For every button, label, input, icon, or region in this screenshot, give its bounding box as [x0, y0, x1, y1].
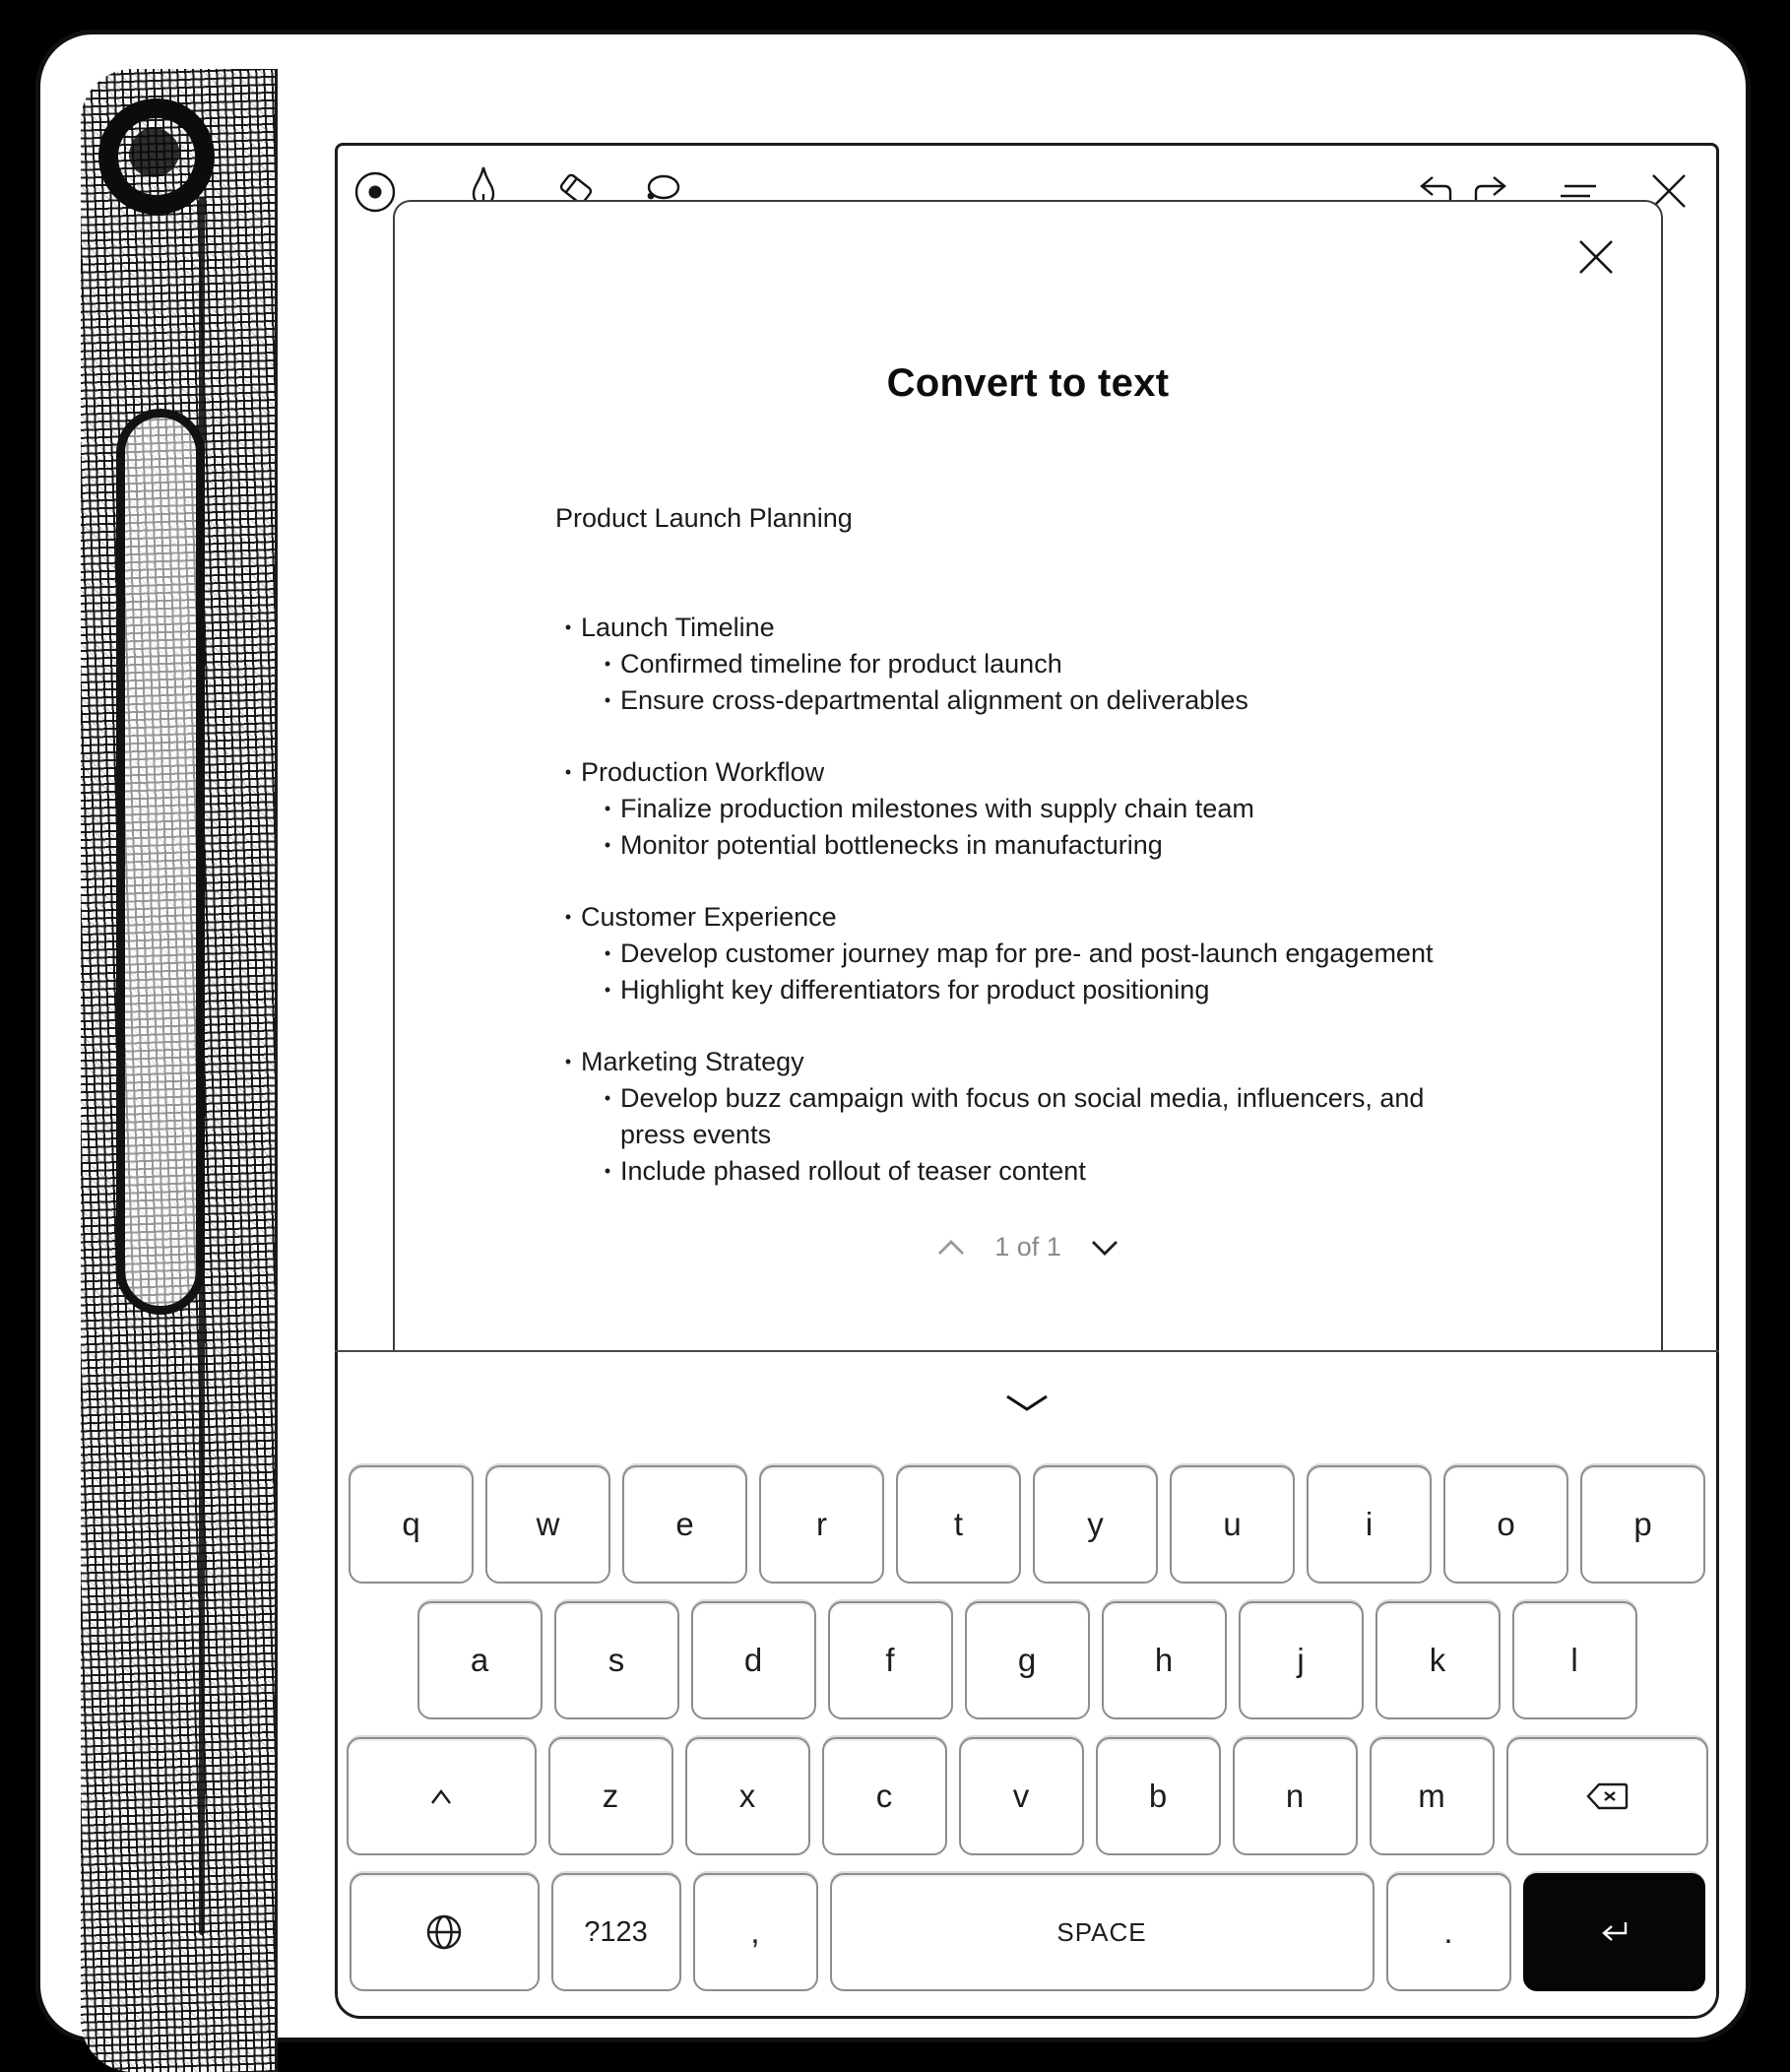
key-p[interactable]: p	[1580, 1465, 1705, 1584]
bullet: •	[604, 980, 611, 1000]
key-b[interactable]: b	[1096, 1737, 1221, 1855]
section-item: Ensure cross-departmental alignment on deliverables	[620, 685, 1248, 715]
key-w[interactable]: w	[485, 1465, 610, 1584]
keyboard-row-3-letters	[548, 1737, 1495, 1855]
page-navigation	[395, 1232, 1661, 1263]
backspace-key[interactable]	[1506, 1737, 1708, 1855]
key-y[interactable]: y	[1033, 1465, 1158, 1584]
page-up-icon[interactable]	[935, 1237, 967, 1259]
comma-key[interactable]: ,	[693, 1873, 818, 1991]
bullet: •	[604, 835, 611, 855]
section-item: Include phased rollout of teaser content	[620, 1156, 1086, 1186]
shift-key[interactable]	[347, 1737, 537, 1855]
section-title: Launch Timeline	[581, 613, 775, 642]
pen-loop	[116, 409, 205, 1315]
bullet: •	[564, 617, 572, 637]
document-section	[555, 610, 1487, 719]
tablet-screen	[335, 143, 1719, 2019]
key-v[interactable]: v	[959, 1737, 1084, 1855]
bullet: •	[604, 690, 611, 710]
key-l[interactable]: l	[1512, 1601, 1637, 1719]
key-h[interactable]: h	[1102, 1601, 1227, 1719]
dialog-title: Convert to text	[886, 361, 1170, 405]
bullet: •	[564, 762, 572, 782]
section-item: Highlight key differentiators for product positioning	[620, 975, 1210, 1004]
section-title: Marketing Strategy	[581, 1047, 804, 1076]
section-item: Develop buzz campaign with focus on social media, influencers, and press events	[620, 1083, 1425, 1149]
bullet: •	[604, 943, 611, 963]
key-q[interactable]: q	[349, 1465, 474, 1584]
key-a[interactable]: a	[417, 1601, 543, 1719]
tablet-device	[35, 30, 1751, 2042]
symbols-key[interactable]: ?123	[551, 1873, 681, 1991]
key-m[interactable]: m	[1370, 1737, 1495, 1855]
enter-key[interactable]	[1523, 1873, 1705, 1991]
globe-key[interactable]	[350, 1873, 540, 1991]
page-indicator: 1 of 1	[994, 1232, 1061, 1262]
key-z[interactable]: z	[548, 1737, 673, 1855]
keyboard-row-3	[338, 1737, 1716, 1855]
spine-fold-line	[199, 197, 205, 1935]
on-screen-keyboard	[338, 1465, 1716, 2009]
space-key[interactable]: SPACE	[830, 1873, 1374, 1991]
convert-to-text-dialog	[393, 200, 1663, 1350]
period-key[interactable]: .	[1386, 1873, 1511, 1991]
key-x[interactable]: x	[685, 1737, 810, 1855]
section-title: Production Workflow	[581, 757, 825, 787]
key-s[interactable]: s	[554, 1601, 679, 1719]
key-j[interactable]: j	[1239, 1601, 1364, 1719]
keyboard-divider	[335, 1350, 1719, 1352]
folio-spine	[81, 69, 278, 2072]
section-item: Develop customer journey map for pre- and post-launch engagement	[620, 939, 1434, 968]
document-section	[555, 754, 1487, 864]
key-u[interactable]: u	[1170, 1465, 1295, 1584]
bullet: •	[604, 1161, 611, 1181]
dialog-close-icon[interactable]	[1572, 233, 1620, 281]
brand-emblem	[98, 98, 215, 215]
key-t[interactable]: t	[896, 1465, 1021, 1584]
key-k[interactable]: k	[1375, 1601, 1501, 1719]
key-n[interactable]: n	[1233, 1737, 1358, 1855]
keyboard-row-1	[338, 1465, 1716, 1584]
toolbar-toggle-circle-icon[interactable]	[352, 168, 399, 216]
bullet: •	[604, 1088, 611, 1108]
document-section	[555, 899, 1487, 1008]
key-f[interactable]: f	[828, 1601, 953, 1719]
key-i[interactable]: i	[1307, 1465, 1432, 1584]
page-down-icon[interactable]	[1089, 1237, 1120, 1259]
section-item: Finalize production milestones with supply chain team	[620, 794, 1254, 823]
key-d[interactable]: d	[691, 1601, 816, 1719]
keyboard-row-2	[338, 1601, 1716, 1719]
section-title: Customer Experience	[581, 902, 837, 932]
keyboard-row-4	[338, 1873, 1716, 1991]
converted-text-document	[555, 500, 1487, 1225]
keyboard-collapse-icon[interactable]	[1002, 1392, 1052, 1414]
document-heading: Product Launch Planning	[555, 503, 853, 533]
key-e[interactable]: e	[622, 1465, 747, 1584]
document-section	[555, 1044, 1487, 1190]
key-r[interactable]: r	[759, 1465, 884, 1584]
key-g[interactable]: g	[965, 1601, 1090, 1719]
key-o[interactable]: o	[1443, 1465, 1568, 1584]
bullet: •	[564, 1052, 572, 1071]
bullet: •	[604, 799, 611, 818]
bullet: •	[564, 907, 572, 927]
section-item: Confirmed timeline for product launch	[620, 649, 1062, 679]
key-c[interactable]: c	[822, 1737, 947, 1855]
bullet: •	[604, 654, 611, 674]
section-item: Monitor potential bottlenecks in manufacturing	[620, 830, 1163, 860]
